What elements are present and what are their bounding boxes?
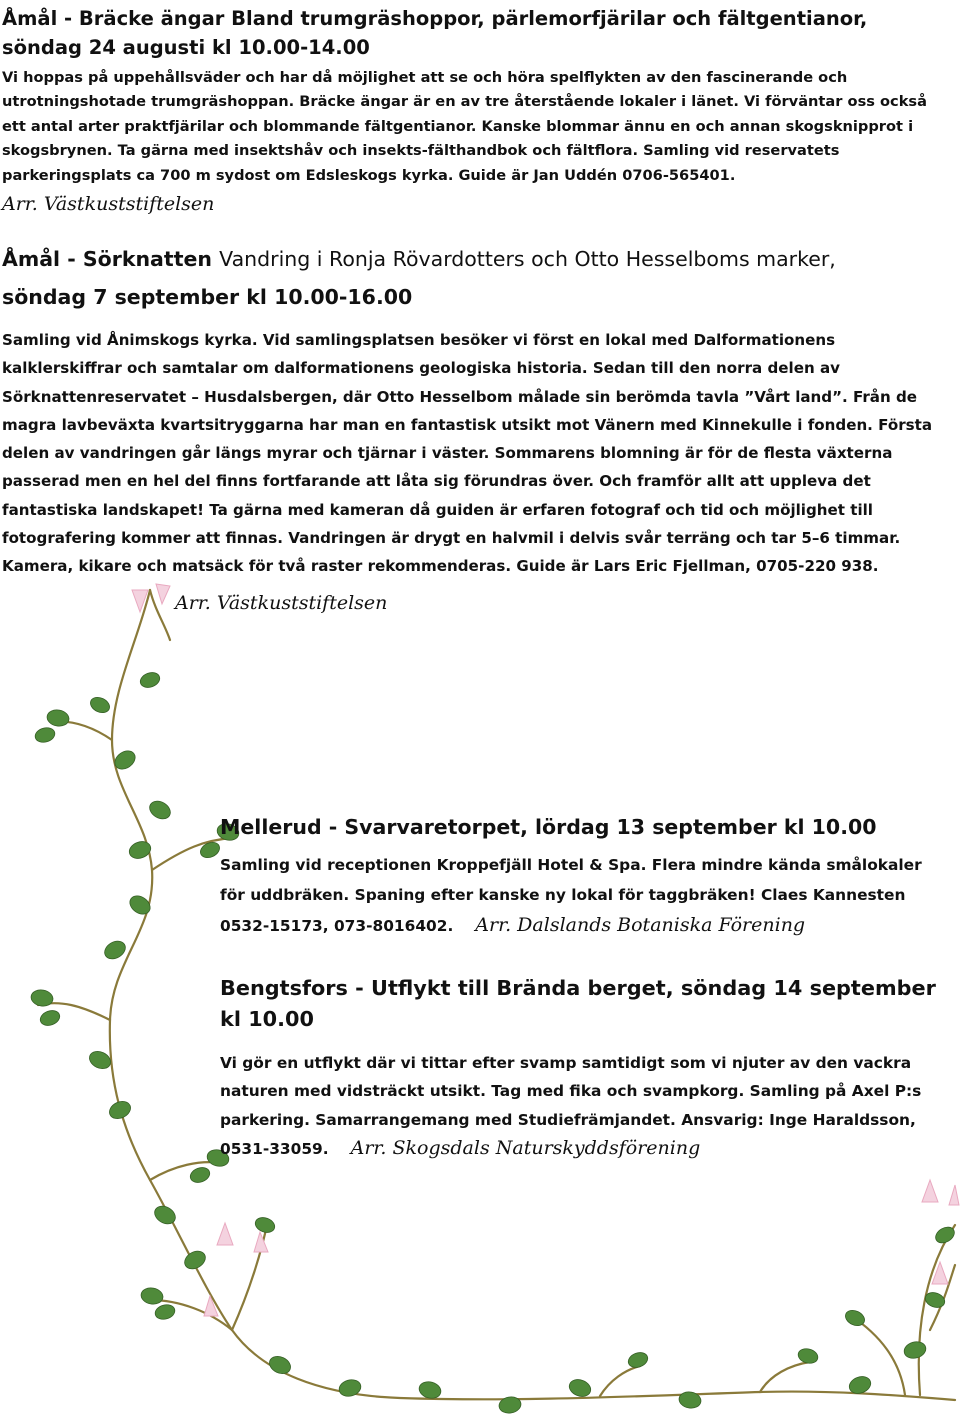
event-svarvaretorpet <box>220 812 940 941</box>
event-organizer: Arr. Västkuststiftelsen <box>2 193 215 216</box>
event-subtitle: Vandring i Ronja Rövardotters och Otto Hesselboms marker, <box>219 247 836 271</box>
event-description: Vi hoppas på uppehållsväder och har då möjlighet att se och höra spelflykten av den fascinerande och utrotningshotade trumgräshoppan. Bräcke ängar är en av tre återstående lokaler i länet. Vi förväntar oss också ett antal arter praktfjärilar och blommande fältgentianor. Kanske blommar ännu en och annan skogsknipprot i skogsbrynen. Ta gärna med insektshåv och insekts-fälthandbok och fältflora. Samling vid reservatets parkeringsplats ca 700 m sydost om Edsleskogs kyrka. Guide är Jan Uddén 0706-565401. <box>2 69 927 184</box>
event-sorknatten <box>2 240 952 614</box>
event-description <box>220 850 940 941</box>
event-branda-berget <box>220 973 945 1164</box>
event-place: Åmål - Sörknatten <box>2 247 212 271</box>
event-heading: Åmål - Bräcke ängar Bland trumgräshoppor, pärlemorfjärilar och fältgentianor, söndag 24 augusti kl 10.00-14.00 <box>2 7 868 59</box>
event-organizer: Arr. Västkuststiftelsen <box>175 592 388 614</box>
event-heading <box>2 240 952 316</box>
event-organizer: Arr. Skogsdals Naturskyddsförening <box>350 1137 701 1160</box>
event-body: Samling vid receptionen Kroppefjäll Hotel & Spa. Flera mindre kända smålokaler för uddbräken. Spaning efter kanske ny lokal för taggbräken! Claes Kannesten 0532-15173, 073-8016402. <box>220 856 922 935</box>
event-bracke-angar <box>2 4 952 215</box>
event-organizer: Arr. Dalslands Botaniska Förening <box>475 914 806 936</box>
event-body: Vi gör en utflykt där vi tittar efter svamp samtidigt som vi njuter av den vackra naturen med vidsträckt utsikt. Tag med fika och svampkorg. Samling på Axel P:s parkering. Samarrangemang med Studiefrämjandet. Ansvarig: Inge Haraldsson, 0531-33059. <box>220 1054 922 1159</box>
event-date: söndag 7 september kl 10.00-16.00 <box>2 285 413 309</box>
event-description: Samling vid Ånimskogs kyrka. Vid samlingsplatsen besöker vi först en lokal med Dalformationens kalklerskiffrar och samtalar om dalformationens geologiska historia. Sedan till den norra delen av Sörknattenreservatet – Husdalsbergen, där Otto Hesselbom målade sin berömda tavla ”Vårt land”. Från de magra lavbeväxta kvartsitryggarna har man en fantastisk utsikt mot Vänern med Kinnekulle i fonden. Första delen av vandringen går längs myrar och tjärnar i väster. Sommarens blomning är för de flesta växterna passerad men en hel del finns fortfarande att låta sig förundras över. Och framför allt att uppleva det fantastiska landskapet! Ta gärna med kameran då guiden är erfaren fotograf och tid och möjlighet till fotografering kommer att finnas. Vandringen är drygt en halvmil i delvis svår terräng och tar 5–6 timmar. Kamera, kikare och matsäck för två raster rekommenderas. Guide är Lars Eric Fjellman, 0705-220 938. <box>2 331 933 576</box>
event-description <box>220 1049 945 1164</box>
event-heading: Bengtsfors - Utflykt till Brända berget, söndag 14 september kl 10.00 <box>220 976 936 1031</box>
event-heading: Mellerud - Svarvaretorpet, lördag 13 september kl 10.00 <box>220 815 877 839</box>
